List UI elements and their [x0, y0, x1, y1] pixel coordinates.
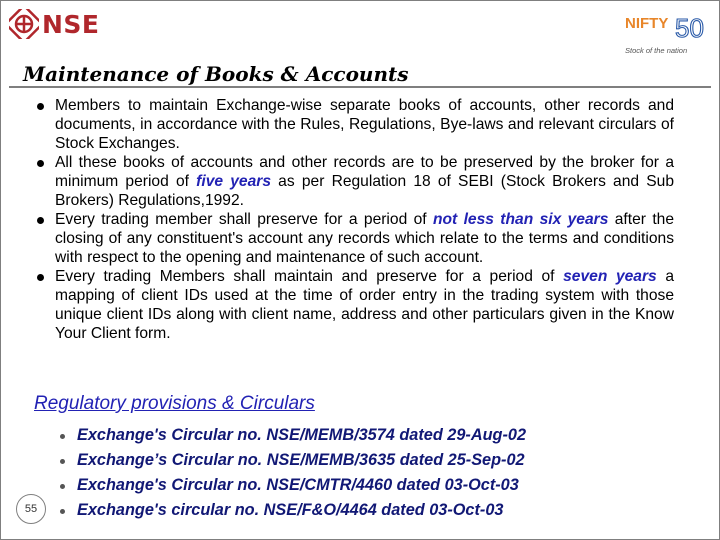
emphasis-text: seven years	[563, 268, 657, 285]
circular-item	[59, 423, 526, 448]
bullet-dot	[60, 434, 65, 439]
nifty-50-logo	[621, 7, 713, 57]
circular-item	[59, 448, 526, 473]
bullet-item	[36, 96, 674, 153]
bullet-text: Every trading member shall preserve for a period of	[55, 211, 433, 228]
circular-item	[59, 473, 526, 498]
nifty-logo-tagline: Stock of the nation	[625, 46, 688, 55]
circular-item	[59, 498, 526, 523]
regulatory-heading: Regulatory provisions & Circulars	[34, 393, 315, 414]
emphasis-text: five years	[196, 173, 271, 190]
bullet-text: Members to maintain Exchange-wise separate books of accounts, other records and documents, in accordance with the Rules, Regulations, Bye-laws and relevant circulars of Stock Exchanges.	[55, 97, 674, 152]
bullet-dot	[37, 103, 44, 110]
bullet-dot	[37, 274, 44, 281]
bullet-item	[36, 267, 674, 343]
nse-logo	[9, 9, 100, 39]
title-underline	[9, 86, 711, 88]
bullet-text: as per Regulation 18 of SEBI (Stock Brokers and Sub Brokers) Regulations,1992.	[55, 173, 675, 209]
circular-text: Exchange's Circular no. NSE/MEMB/3574 dated 29-Aug-02	[77, 426, 527, 444]
bullet-text: All these books of accounts and other records are to be preserved by the broker for a minimum period of	[55, 154, 674, 190]
circular-text: Exchange’s Circular no. NSE/MEMB/3635 dated 25-Sep-02	[77, 451, 525, 469]
bullet-dot	[37, 217, 44, 224]
bullet-text: Every trading Members shall maintain and preserve for a period of	[55, 268, 564, 285]
bullet-dot	[37, 160, 44, 167]
nse-logo-text: NSE	[42, 9, 100, 39]
page-title: Maintenance of Books & Accounts	[23, 62, 409, 86]
emphasis-text: not less than six years	[432, 211, 609, 228]
bullet-dot	[60, 509, 65, 514]
nifty-logo-number: 50	[675, 13, 704, 43]
bullet-dot	[60, 484, 65, 489]
bullet-item	[36, 153, 674, 210]
circular-list	[59, 423, 526, 523]
page-number: 55	[16, 494, 46, 524]
bullet-text: after the closing of any constituent's account any records which relate to the terms and conditions with respect to the opening and maintenance of such account.	[55, 211, 675, 266]
bullet-item	[36, 210, 674, 267]
bullet-dot	[60, 459, 65, 464]
bullet-text: a mapping of client IDs used at the time of order entry in the trading system with those unique client IDs along with client name, address and other particulars given in the Know Your Client form.	[55, 268, 674, 342]
nse-flower-logo-icon	[9, 9, 39, 39]
circular-text: Exchange's circular no. NSE/F&O/4464 dated 03-Oct-03	[77, 501, 504, 519]
nifty-logo-text: NIFTY	[625, 15, 669, 32]
circular-text: Exchange's Circular no. NSE/CMTR/4460 dated 03-Oct-03	[77, 476, 519, 494]
bullet-list	[36, 96, 674, 343]
